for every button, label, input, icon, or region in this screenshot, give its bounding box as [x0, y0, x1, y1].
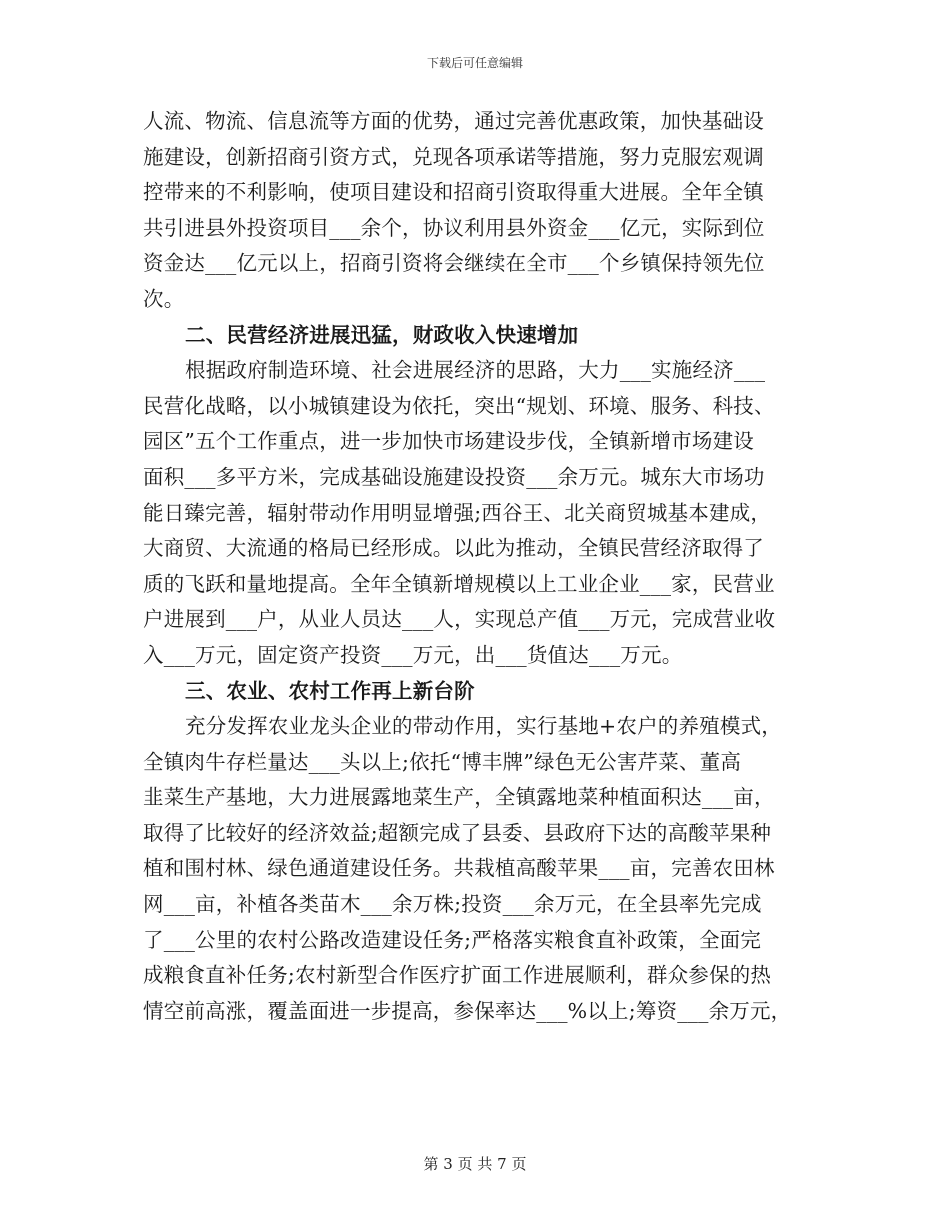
text-line: 园区”五个工作重点，进一步加快市场建设步伐，全镇新增市场建设: [143, 429, 754, 454]
text-line: 控带来的不利影响，使项目建设和招商引资取得重大进展。全年全镇: [143, 180, 764, 205]
document-body: [143, 104, 807, 1029]
text-line: 次。: [143, 286, 185, 311]
text-line: 成粮食直补任务;农村新型合作医疗扩面工作进展顺利，群众参保的热: [143, 963, 772, 988]
text-line: 植和围村林、绿色通道建设任务。共栽植高酸苹果___亩，完善农田林: [143, 856, 775, 881]
page-header: 下载后可任意编辑: [426, 56, 523, 70]
text-line: 户进展到___户，从业人员达___人，实现总产值___万元，完成营业收: [143, 607, 776, 632]
text-line: 共引进县外投资项目___余个，协议利用县外资金___亿元，实际到位: [143, 215, 765, 240]
text-line: 网___亩，补植各类苗木___余万株;投资___余万元，在全县率先完成: [143, 892, 762, 917]
text-line: 入___万元，固定资产投资___万元，出___货值达___万元。: [143, 642, 683, 667]
page-footer: 第 3 页 共 7 页: [423, 1155, 527, 1173]
text-line: 取得了比较好的经济效益;超额完成了县委、县政府下达的高酸苹果种: [143, 820, 772, 845]
text-line: 人流、物流、信息流等方面的优势，通过完善优惠政策，加快基础设: [143, 109, 764, 133]
text-line: 情空前高涨，覆盖面进一步提高，参保率达___%以上;筹资___余万元，: [143, 998, 792, 1023]
text-line: 根据政府制造环境、社会进展经济的思路，大力___实施经济___: [185, 358, 766, 383]
text-line: 大商贸、大流通的格局已经形成。以此为推动，全镇民营经济取得了: [143, 536, 764, 561]
text-line: 施建设，创新招商引资方式，兑现各项承诺等措施，努力克服宏观调: [143, 144, 764, 169]
section-heading: 三、农业、农村工作再上新台阶: [185, 678, 475, 703]
section-heading: 二、民营经济进展迅猛，财政收入快速增加: [185, 322, 579, 347]
text-line: 了___公里的农村公路改造建设任务;严格落实粮食直补政策，全面完: [143, 927, 762, 952]
text-line: 面积___多平方米，完成基础设施建设投资___余万元。城东大市场功: [143, 464, 765, 489]
text-line: 资金达___亿元以上，招商引资将会继续在全市___个乡镇保持领先位: [143, 251, 765, 276]
text-line: 全镇肉牛存栏量达___头以上;依托“博丰牌”绿色无公害芹菜、董高: [143, 749, 742, 774]
text-line: 民营化战略，以小城镇建设为依托，突出“规划、环境、服务、科技、: [143, 393, 775, 418]
text-line: 充分发挥农业龙头企业的带动作用，实行基地+农户的养殖模式，: [185, 714, 782, 739]
text-line: 能日臻完善，辐射带动作用明显增强;西谷王、北关商贸城基本建成，: [143, 500, 772, 525]
text-line: 质的飞跃和量地提高。全年全镇新增规模以上工业企业___家，民营业: [143, 571, 775, 596]
text-line: 韭菜生产基地，大力进展露地菜生产，全镇露地菜种植面积达___亩，: [143, 785, 775, 810]
